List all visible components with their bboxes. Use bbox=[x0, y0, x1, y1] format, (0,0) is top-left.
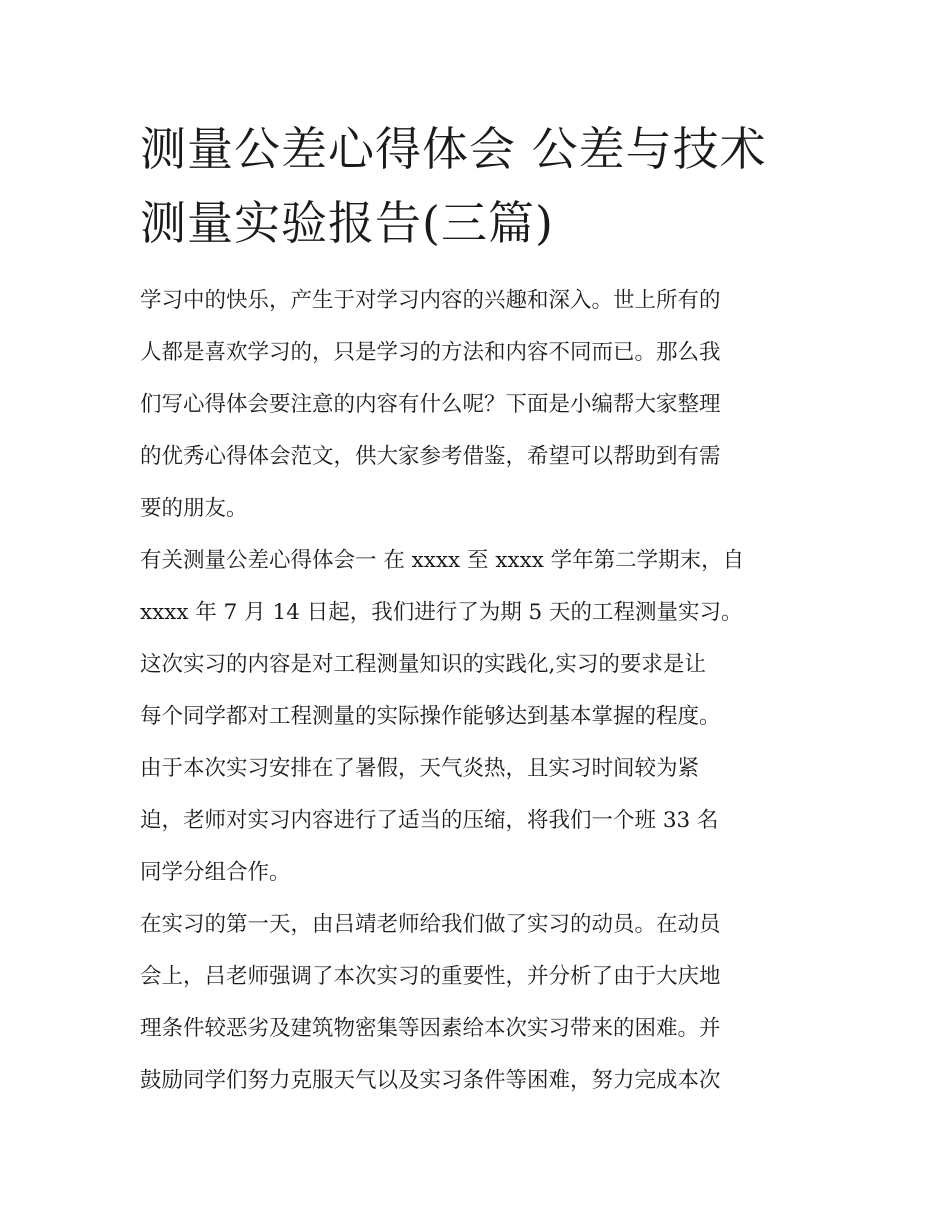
body-line: 鼓励同学们努力克服天气以及实习条件等困难，努力完成本次 bbox=[140, 1068, 721, 1093]
document-body bbox=[140, 283, 830, 1115]
body-line: 每个同学都对工程测量的实际操作能够达到基本掌握的程度。 bbox=[140, 704, 721, 729]
body-line: xxxx 年 7 月 14 日起，我们进行了为期 5 天的工程测量实习。 bbox=[140, 600, 743, 625]
body-line: 要的朋友。 bbox=[140, 496, 248, 521]
body-line: 这次实习的内容是对工程测量知识的实践化,实习的要求是让 bbox=[140, 652, 706, 677]
title-line-1: 测量公差心得体会 公差与技术 bbox=[140, 122, 767, 176]
document-title bbox=[140, 112, 830, 260]
body-line: 在实习的第一天，由吕靖老师给我们做了实习的动员。在动员 bbox=[140, 912, 721, 937]
body-line: 们写心得体会要注意的内容有什么呢？下面是小编帮大家整理 bbox=[140, 392, 721, 417]
body-line: 有关测量公差心得体会一 在 xxxx 至 xxxx 学年第二学期末，自 bbox=[140, 548, 745, 573]
body-line: 的优秀心得体会范文，供大家参考借鉴，希望可以帮助到有需 bbox=[140, 444, 721, 469]
body-line: 理条件较恶劣及建筑物密集等因素给本次实习带来的困难。并 bbox=[140, 1016, 721, 1041]
body-line: 由于本次实习安排在了暑假，天气炎热，且实习时间较为紧 bbox=[140, 756, 700, 781]
body-line: 学习中的快乐，产生于对学习内容的兴趣和深入。世上所有的 bbox=[140, 288, 721, 313]
body-line: 迫，老师对实习内容进行了适当的压缩，将我们一个班 33 名 bbox=[140, 808, 719, 833]
body-line: 同学分组合作。 bbox=[140, 860, 291, 885]
title-line-2: 测量实验报告(三篇) bbox=[140, 196, 554, 250]
body-line: 人都是喜欢学习的，只是学习的方法和内容不同而已。那么我 bbox=[140, 340, 721, 365]
body-line: 会上，吕老师强调了本次实习的重要性，并分析了由于大庆地 bbox=[140, 964, 721, 989]
